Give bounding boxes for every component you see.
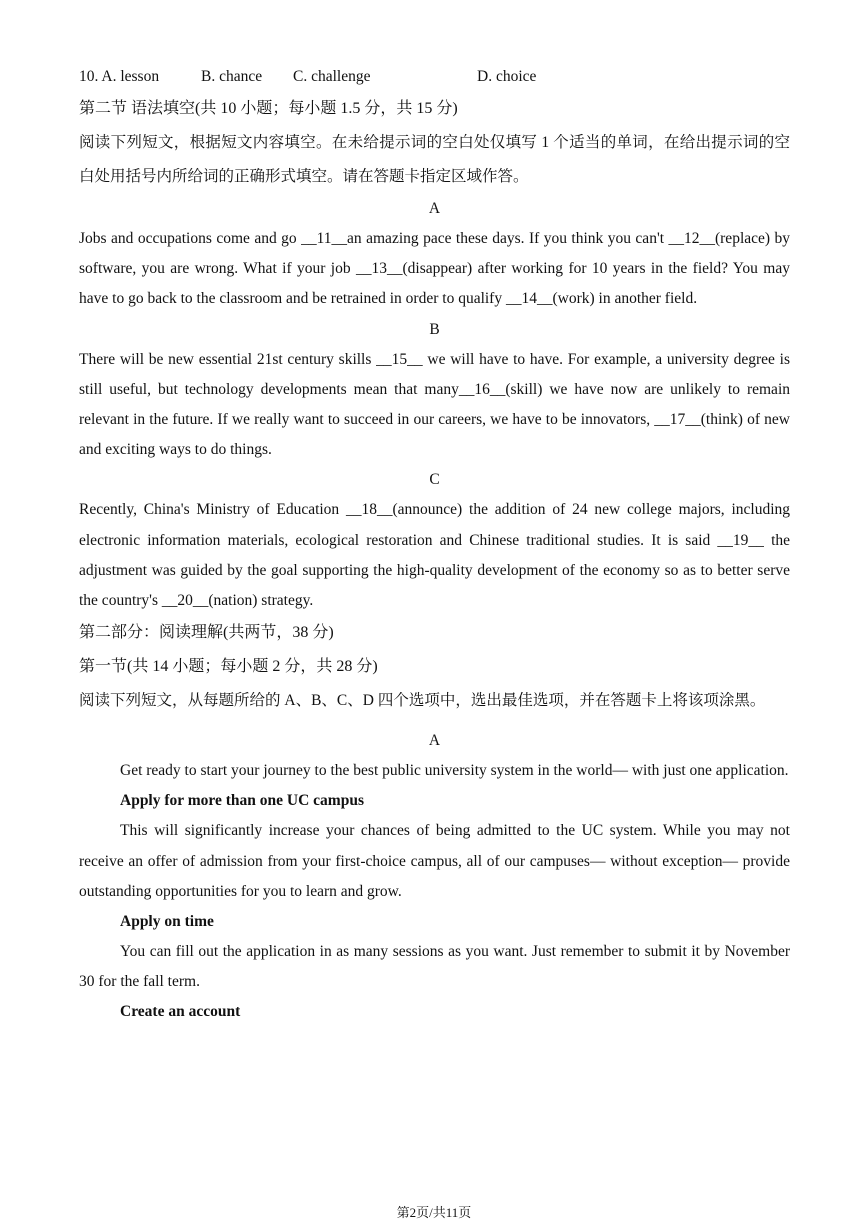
option-d: D. choice [477,68,537,85]
page-number-footer: 第2页/共11页 [396,1205,472,1220]
passage-c-label: C [429,471,440,489]
reading-a-heading-1: Apply for more than one UC campus [120,792,364,810]
section2-instructions: 阅读下列短文，根据短文内容填空。在未给提示词的空白处仅填写 1 个适当的单词，在给出提示词的空白处用括号内所给词的正确形式填空。请在答题卡指定区域作答。 [79,134,790,185]
option-b: B. chance [201,68,263,85]
section2-title: 第二节 语法填空(共 10 小题；每小题 1.5 分，共 15 分) [79,100,458,117]
passage-b-text: There will be new essential 21st century skills __15__ we will have to have. For example, a university degree is still useful, but technology developments mean that many__16__(skill) we have now are unlikely to remain relevant in the future. If we really want to succeed in our careers, we have to be innovators, __17__(think) of new and exciting ways to do things. [79,350,790,459]
passage-a-text: Jobs and occupations come and go __11__an amazing pace these days. If you think you can't __12__(replace) by software, you are wrong. What if your job __13__(disappear) after working for 10 years in the field? You may have to go back to the classroom and be retrained in order to qualify __14__(work) in another field. [79,230,790,308]
reading-a-heading-3: Create an account [120,1003,241,1021]
reading-a-para-2: You can fill out the application in as many sessions as you want. Just remember to submit it by November 30 for the fall term. [79,943,790,991]
option-c: C. challenge [293,68,371,85]
passage-c-text: Recently, China's Ministry of Education __18__(announce) the addition of 24 new college majors, including electronic information materials, ecological restoration and Chinese traditional studies. It is said __19__ the adjustment was guided by the goal supporting the high-quality development of the economy so as to better serve the country's __20__(nation) strategy. [79,501,790,610]
option-a: 10. A. lesson [79,68,160,85]
reading-a-intro: Get ready to start your journey to the best public university system in the world— with just one application. [120,762,789,780]
exam-page [79,62,790,1027]
question-10-options [79,62,790,92]
part2-title: 第二部分：阅读理解(共两节，38 分) [79,624,334,642]
part2-section1-title: 第一节(共 14 小题；每小题 2 分，共 28 分) [79,658,378,676]
part2-instructions: 阅读下列短文，从每题所给的 A、B、C、D 四个选项中，选出最佳选项，并在答题卡上将该项涂黑。 [79,692,766,710]
passage-a-label: A [428,200,441,217]
reading-a-para-1: This will significantly increase your chances of being admitted to the UC system. While you may not receive an offer of admission from your first-choice campus, all of our campuses— without exception— provide outstanding opportunities for you to learn and grow. [79,822,790,900]
reading-a-label: A [428,732,441,750]
passage-b-label: B [429,320,440,338]
reading-a-heading-2: Apply on time [120,913,214,931]
